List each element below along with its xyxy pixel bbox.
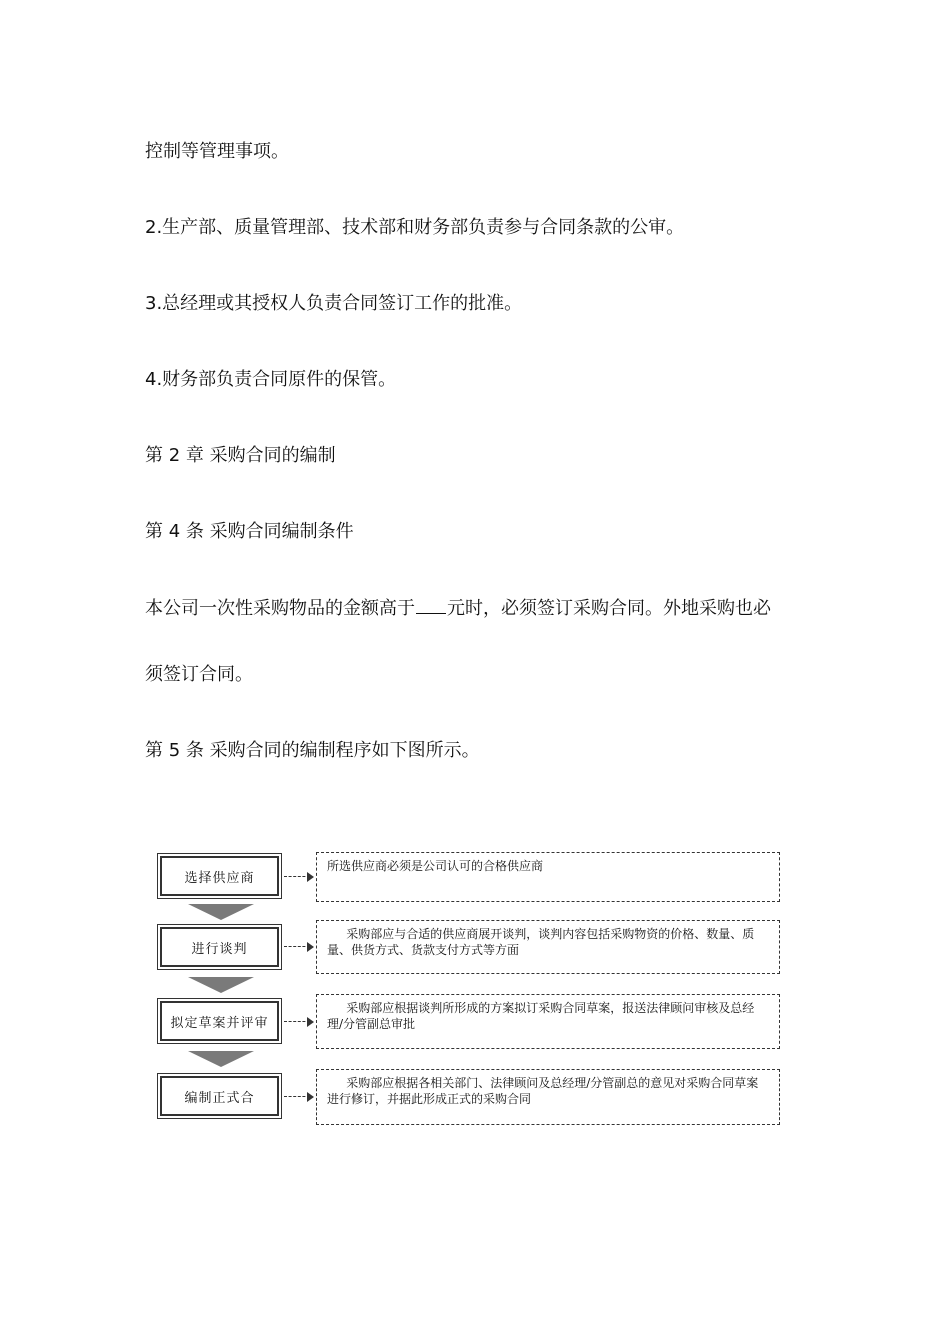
amount-text-before: 本公司一次性采购物品的金额高于 xyxy=(145,598,415,619)
dashed-arrow-icon xyxy=(284,1016,314,1028)
dashed-arrow-icon xyxy=(284,1091,314,1103)
flow-step-label: 选择供应商 xyxy=(184,870,255,886)
down-arrow-icon xyxy=(188,977,254,993)
flow-step-negotiate xyxy=(157,924,282,970)
flow-step-formal-contract xyxy=(157,1073,282,1119)
dashed-arrow-icon xyxy=(284,941,314,953)
chapter-heading: 第 2 章 采购合同的编制 xyxy=(145,445,336,466)
dashed-arrow-icon xyxy=(284,871,314,883)
flow-step-draft-review xyxy=(157,998,282,1044)
article-5-heading: 第 5 条 采购合同的编制程序如下图所示。 xyxy=(145,740,480,761)
amount-text-after: 元时，必须签订采购合同。外地采购也必 xyxy=(447,598,771,619)
flow-step-select-supplier xyxy=(157,853,282,899)
paragraph-management: 控制等管理事项。 xyxy=(145,141,289,162)
down-arrow-icon xyxy=(188,904,254,920)
article-4-heading: 第 4 条 采购合同编制条件 xyxy=(145,521,354,542)
flow-note: 采购部应与合适的供应商展开谈判，谈判内容包括采购物资的价格、数量、质量、供货方式、货款支付方式等方面 xyxy=(316,920,780,974)
flow-note: 采购部应根据各相关部门、法律顾问及总经理/分管副总的意见对采购合同草案进行修订，并据此形成正式的采购合同 xyxy=(316,1069,780,1125)
paragraph-item-4: 4.财务部负责合同原件的保管。 xyxy=(145,369,397,390)
paragraph-item-3: 3.总经理或其授权人负责合同签订工作的批准。 xyxy=(145,293,523,314)
flow-step-label: 编制正式合 xyxy=(184,1090,255,1106)
paragraph-item-2: 2.生产部、质量管理部、技术部和财务部负责参与合同条款的公审。 xyxy=(145,217,685,238)
paragraph-amount-condition-line2: 须签订合同。 xyxy=(145,664,253,685)
flow-note: 采购部应根据谈判所形成的方案拟订采购合同草案，报送法律顾问审核及总经理/分管副总审批 xyxy=(316,994,780,1049)
flow-note: 所选供应商必须是公司认可的合格供应商 xyxy=(316,852,780,902)
flow-step-label: 进行谈判 xyxy=(191,941,248,957)
flow-step-label: 拟定草案并评审 xyxy=(170,1015,269,1031)
down-arrow-icon xyxy=(188,1051,254,1067)
